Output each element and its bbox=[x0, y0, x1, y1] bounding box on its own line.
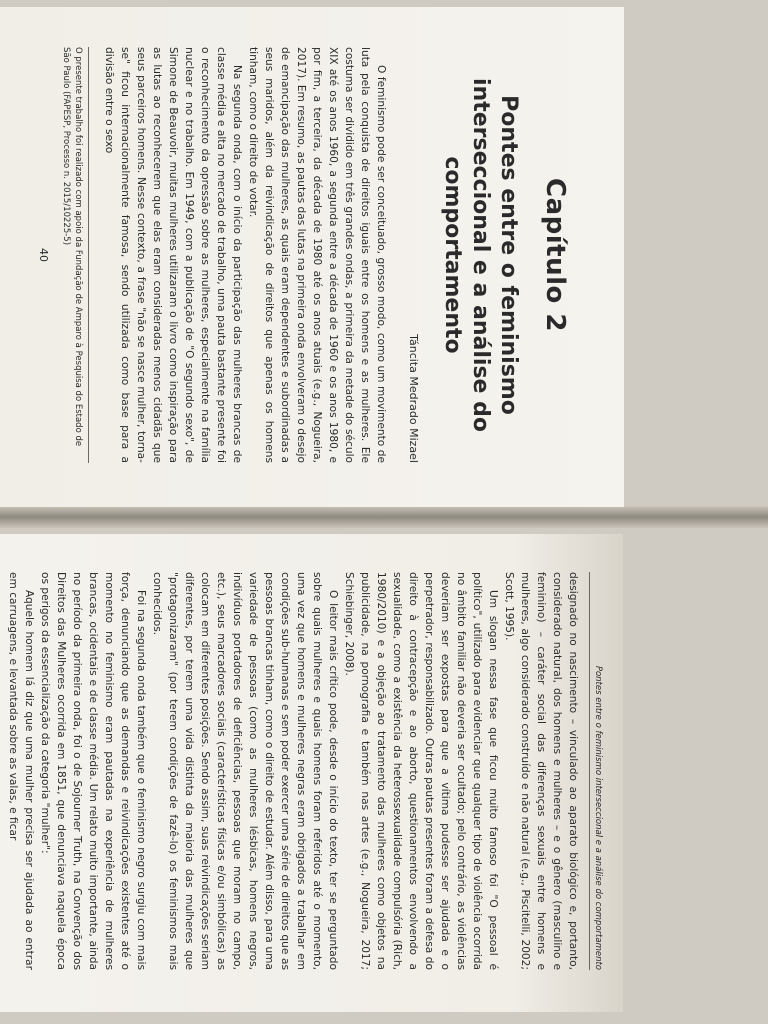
running-head: Pontes entre o feminismo interseccional e a análise do comportamento bbox=[589, 572, 603, 970]
left-paragraph-2: Na segunda onda, com o início da participação das mulheres brancas de classe média e alta no mercado de trabalho, uma pauta bastante presente foi o reconhecimento da opressão sobre as mulheres, especialmente na família nuclear e no trabalho. Em 1949, com a publicação de "O segundo sexo", de Simone de Beauvoir, muitas mulheres utilizaram o livro como inspiração para as lutas ao reconhecerem que elas eram consideradas menos cidadãs que seus parceiros homens. Nesse contexto, a frase "não se nasce mulher, torna-se" ficou internacionalmente famosa, sendo utilizada como base para a divisão entre o sexo bbox=[103, 47, 243, 463]
left-page bbox=[0, 7, 624, 507]
chapter-title-line2: interseccional e a análise do bbox=[468, 77, 493, 432]
right-paragraph-4: Foi na segunda onda também que o feminismo negro surgiu com mais força, denunciando que as demandas e reivindicações existentes até o momento no feminismo eram pautadas na experiência de mulheres brancas, ocidentais e de classe média. Um relato muito importante, ainda no período da primeira onda, foi o de Sojourner Truth, na Convenção dos Direitos das Mulheres ocorrida em 1851, que denunciava naquela época os perigos da essencialização da categoria "mulher": bbox=[39, 572, 147, 970]
page-number-left: 40 bbox=[37, 248, 50, 262]
chapter-title-line1: Pontes entre o feminismo bbox=[496, 95, 521, 415]
left-paragraph-1: O feminismo pode ser conceituado, grosso modo, como um movimento de luta pela conquista de direitos iguais entre os homens e as mulheres. Ele costuma ser dividido em três grandes ondas, a primeira da metade do século XIX até os anos 1960, a segunda entre a década de 1960 e os anos 1980, e por fim, a terceira, da década de 1980 até os anos atuais (e.g., Nogueira, 2017). Em resumo, as pautas das lutas na primeira onda envolveram o desejo de emancipação das mulheres, as quais eram dependentes e subordinadas a seus maridos, além da reivindicação de direitos que apenas os homens tinham, como o direito de votar. bbox=[247, 47, 387, 463]
chapter-label: Capítulo 2 bbox=[540, 177, 570, 332]
right-paragraph-1: designado no nascimento – vinculado ao aparato biológico e, portanto, considerado natural, dos homens e mulheres – e o gênero (masculino e feminino) – caráter social das diferenças sexuais entre homens e mulheres, algo considerado construído e não natural (e.g., Piscitelli, 2002; Scott, 1995). bbox=[503, 572, 579, 970]
author-name: Táncita Medrado Mizael bbox=[407, 334, 420, 463]
left-body-text bbox=[101, 47, 389, 463]
block-quote: Aquele homem lá diz que uma mulher precisa ser ajudada ao entrar em carruagens, e levantada sobre as valas, e ficar bbox=[7, 572, 35, 970]
chapter-title bbox=[438, 57, 522, 453]
right-paragraph-3: O leitor mais crítico pode, desde o início do texto, ter se perguntado sobre quais mulheres e quais homens foram referidos até o momento, uma vez que homens e mulheres negras eram obrigados a trabalhar em condições sub-humanas e sem poder exercer uma série de direitos que as pessoas brancas tinham, como o direito de estudar. Além disso, para uma variedade de pessoas (como as mulheres lésbicas, homens negros, indivíduos portadores de deficiências, pessoas que moram no campo, etc.), seus marcadores sociais (características físicas e/ou simbólicas) as colocam em diferentes posições. Sendo assim, suas reivindicações seriam diferentes, por terem uma vida distinta da maioria das mulheres que "protagonizaram" (por terem condições de fazê-lo) os feminismos mais conhecidos. bbox=[151, 572, 339, 970]
right-page bbox=[0, 534, 623, 1012]
right-body-text bbox=[5, 572, 581, 970]
footnote: O presente trabalho foi realizado com apoio da Fundação de Amparo à Pesquisa do Estado de São Paulo (FAPESP, Processo n. 2015/10225-5) bbox=[60, 47, 89, 463]
chapter-title-line3: comportamento bbox=[440, 156, 465, 354]
right-paragraph-2: Um slogan nessa fase que ficou muito famoso foi "O pessoal é político", utilizado para evidenciar que qualquer tipo de violência ocorrida no âmbito familiar não deveria ser ocultado; pelo contrário, as violências deveriam ser expostas para que a vítima pudesse ser ajudada e o perpetrador, responsabilizado. Outras pautas presentes foram a defesa do direito à contracepção e ao aborto, questionamentos envolvendo a sexualidade, como a existência da heterossexualidade compulsória (Rich, 1980/2010) e a objeção ao tratamento das mulheres como objetos na publicidade, na pornografia e também nas artes (e.g., Nogueira, 2017; Schiebinger, 2008). bbox=[343, 572, 499, 970]
book-spine bbox=[0, 506, 768, 528]
